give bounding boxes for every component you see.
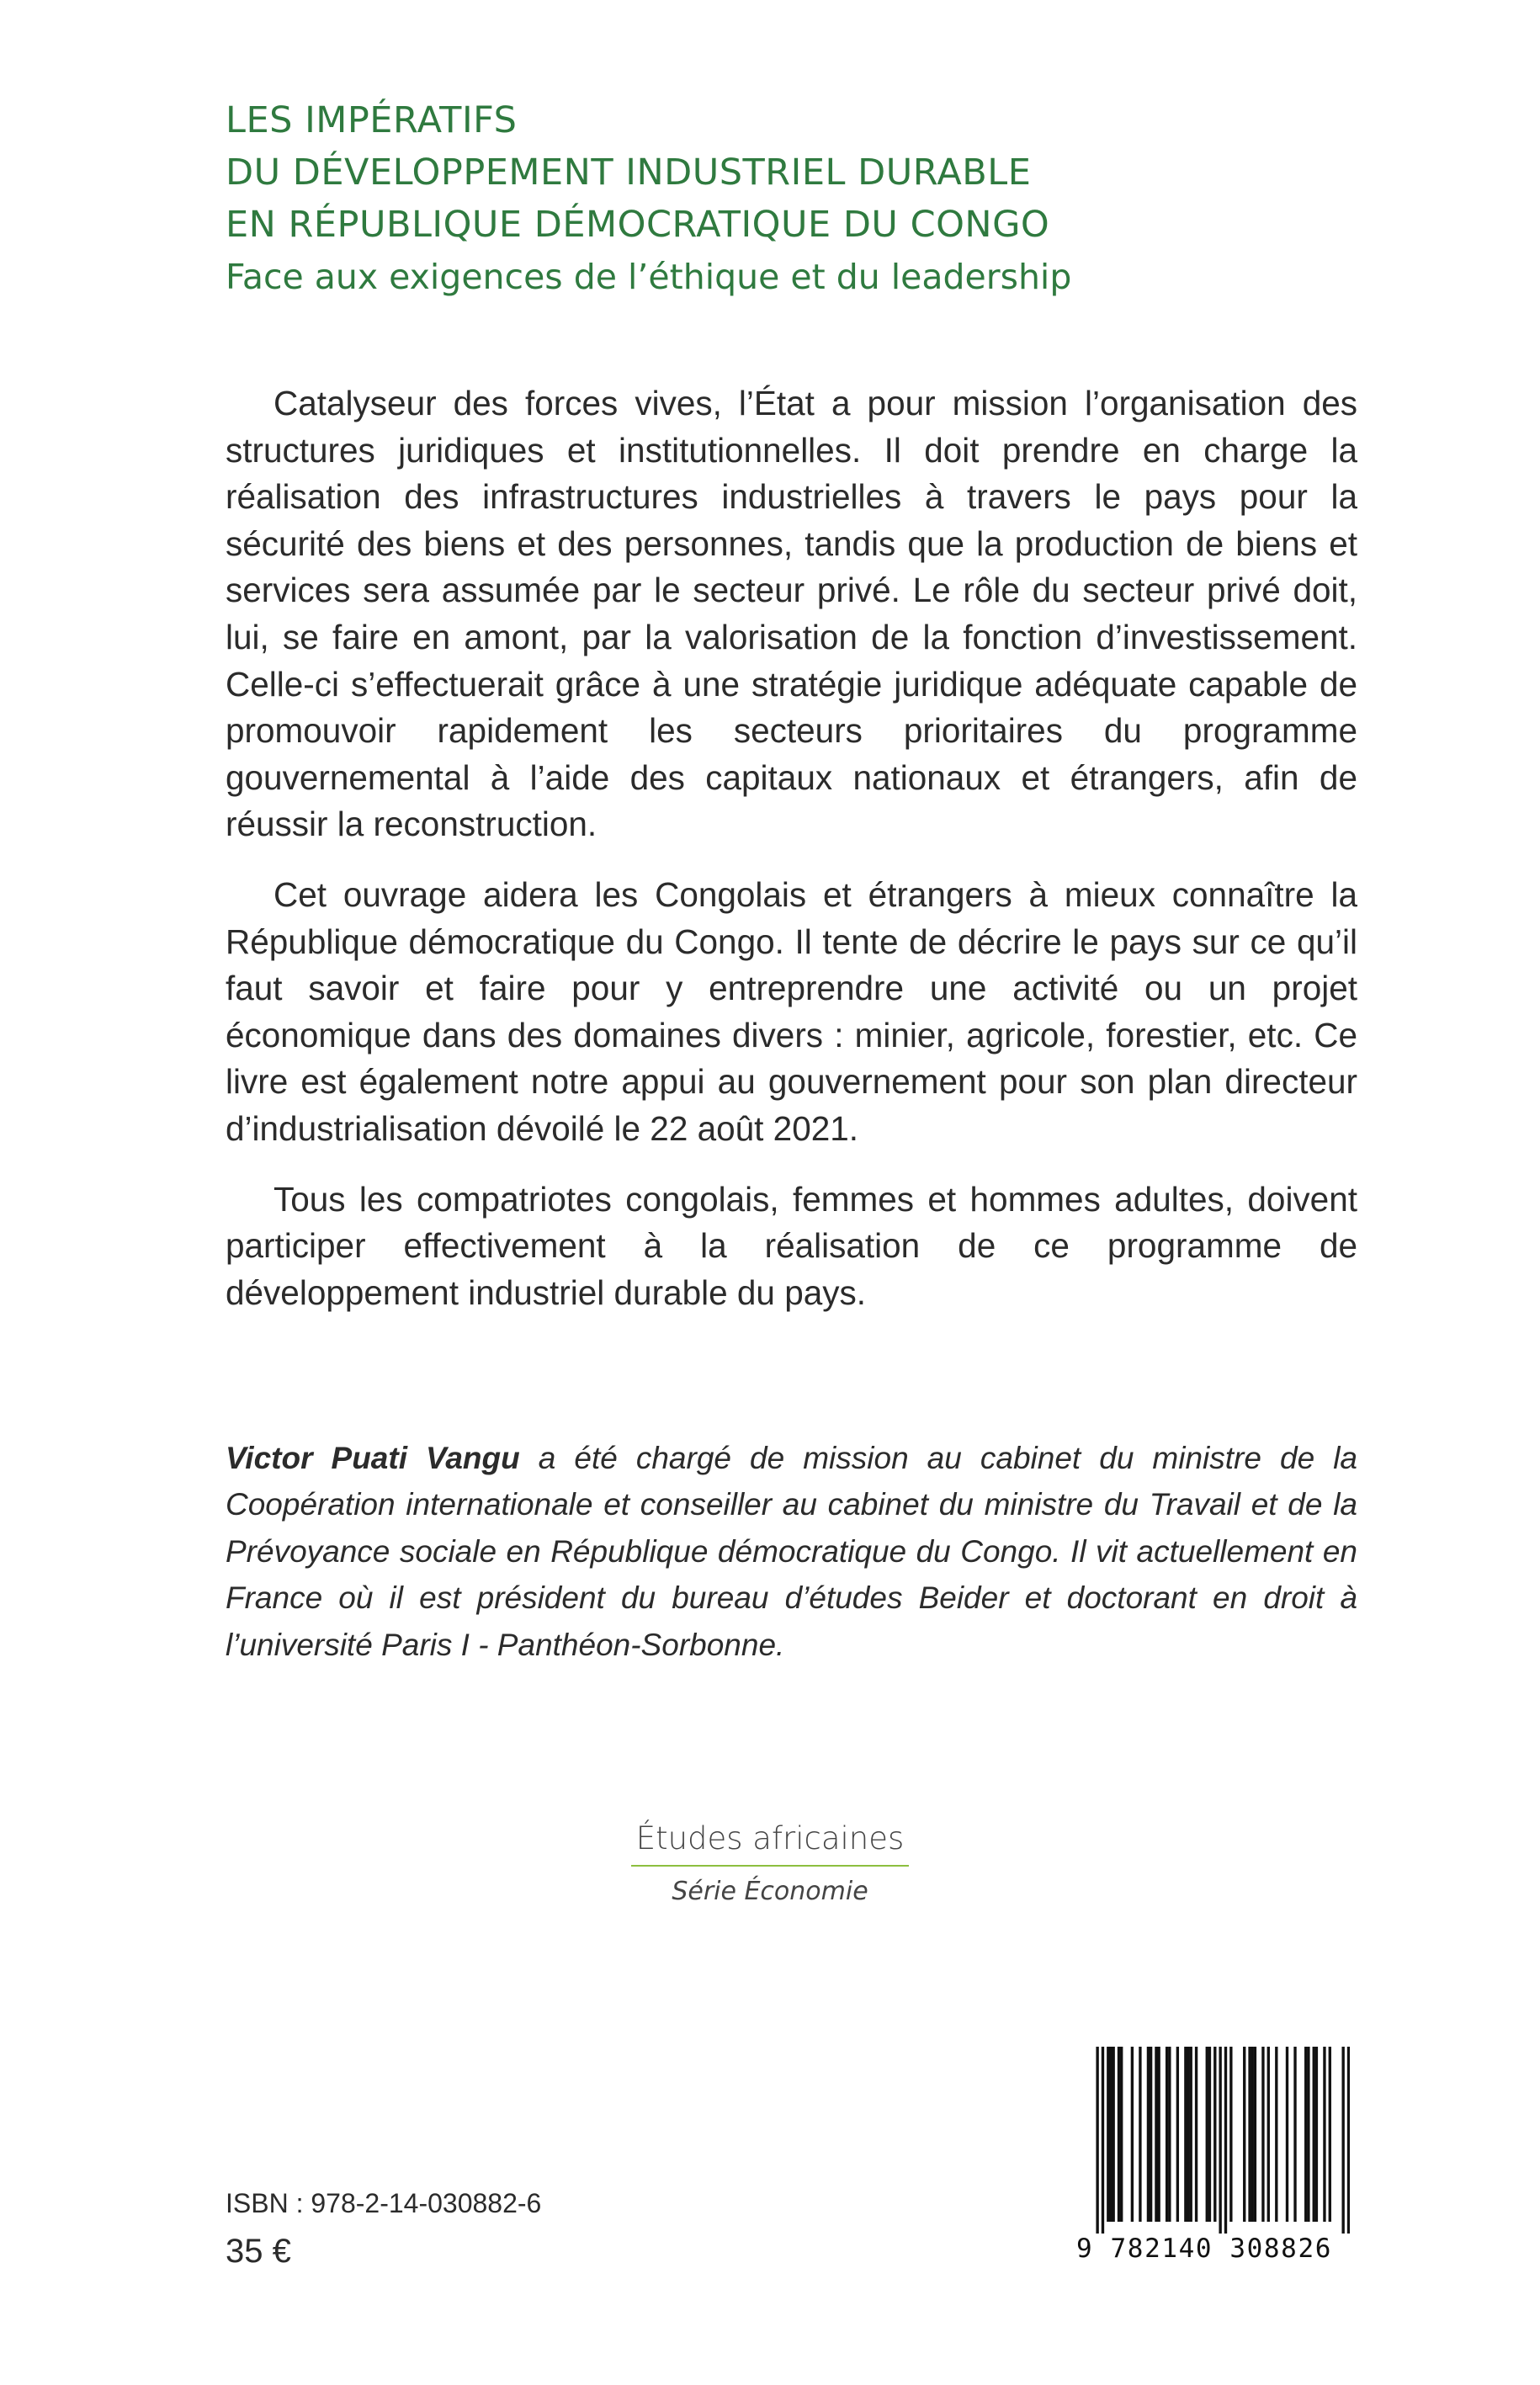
back-cover-blurb — [226, 380, 1357, 1340]
barcode-bar — [1109, 2047, 1112, 2222]
barcode-bar — [1307, 2047, 1309, 2222]
barcode-bar — [1190, 2047, 1192, 2222]
author-bio-text: a été chargé de mission au cabinet du ministre de la Coopération internationale et conseiller au cabinet du ministre du Travail et de la Prévoyance sociale en République démocratique du Congo. Il vit actuellement en France où il est président du bureau d’études Beider et doctorant en droit à l’université Paris I - Panthéon-Sorbonne. — [226, 1441, 1357, 1662]
barcode-bar — [1329, 2047, 1331, 2222]
barcode-bar — [1206, 2047, 1208, 2222]
barcode-bar — [1118, 2047, 1120, 2222]
barcode-bar — [1155, 2047, 1157, 2222]
collection-name: Études africaines — [635, 1820, 905, 1856]
barcode-bar — [1313, 2047, 1315, 2222]
collection-divider — [631, 1865, 909, 1867]
subtitle: Face aux exigences de l’éthique et du leadership — [226, 257, 1072, 297]
blurb-paragraph-3: Tous les compatriotes congolais, femmes et hommes adultes, doivent participer effectivement à la réalisation de ce programme de développement industriel durable du pays. — [226, 1179, 1357, 1312]
author-name: Victor Puati Vangu — [226, 1441, 520, 1475]
barcode-bar — [1243, 2047, 1245, 2222]
barcode-bar — [1096, 2047, 1098, 2234]
barcode — [1059, 2047, 1350, 2274]
isbn: ISBN : 978-2-14-030882-6 — [226, 2188, 542, 2218]
barcode-bar — [1112, 2047, 1114, 2222]
barcode-bar — [1107, 2047, 1109, 2222]
barcode-bar — [1187, 2047, 1189, 2222]
collection-series: Série Économie — [672, 1877, 868, 1906]
barcode-bar — [1176, 2047, 1179, 2222]
barcode-bar — [1341, 2047, 1344, 2234]
barcode-bar — [1229, 2047, 1232, 2222]
barcode-bar — [1261, 2047, 1264, 2222]
barcode-bar — [1150, 2047, 1152, 2222]
barcode-bar — [1166, 2047, 1168, 2222]
barcode-bar — [1323, 2047, 1325, 2222]
barcode-bars — [1059, 2047, 1350, 2234]
barcode-bar — [1248, 2047, 1251, 2222]
barcode-bar — [1213, 2047, 1216, 2222]
barcode-bar — [1275, 2047, 1277, 2222]
barcode-bar — [1315, 2047, 1318, 2222]
barcode-bar — [1157, 2047, 1160, 2222]
author-bio — [226, 1435, 1357, 1668]
barcode-bar — [1184, 2047, 1187, 2222]
barcode-bar — [1293, 2047, 1296, 2222]
barcode-bar — [1347, 2047, 1350, 2234]
barcode-bar — [1208, 2047, 1211, 2222]
barcode-digits: 9 782140 308826 — [1059, 2234, 1350, 2264]
barcode-bar — [1120, 2047, 1123, 2222]
barcode-bar — [1195, 2047, 1197, 2222]
blurb-paragraph-2: Cet ouvrage aidera les Congolais et étrangers à mieux connaître la République démocratique du Congo. Il tente de décrire le pays sur ce qu’il faut savoir et faire pour y entreprendre une activité ou un projet économique dans des domaines divers : minier, agricole, forestier, etc. Ce livre est également notre appui au gouvernement pour son plan directeur d’industrialisation dévoilé le 22 août 2021. — [226, 874, 1357, 1148]
barcode-bar — [1102, 2047, 1104, 2234]
barcode-bar — [1286, 2047, 1288, 2222]
barcode-bar — [1139, 2047, 1141, 2222]
barcode-bar — [1219, 2047, 1221, 2234]
barcode-bar — [1168, 2047, 1171, 2222]
barcode-bar — [1251, 2047, 1254, 2222]
barcode-bar — [1304, 2047, 1307, 2222]
price: 35 € — [226, 2233, 291, 2270]
barcode-bar — [1147, 2047, 1150, 2222]
barcode-bar — [1267, 2047, 1270, 2222]
barcode-bar — [1131, 2047, 1134, 2222]
blurb-paragraph-1: Catalyseur des forces vives, l’État a pour mission l’organisation des structures juridiques et institutionnelles. Il doit prendre en charge la réalisation des infrastructures industrielles à travers le pays pour la sécurité des biens et des personnes, tandis que la production de biens et services sera assumée par le secteur privé. Le rôle du secteur privé doit, lui, se faire en amont, par la valorisation de la fonction d’investissement. Celle-ci s’effectuerait grâce à une stratégie juridique adéquate capable de promouvoir rapidement les secteurs prioritaires du programme gouvernemental à l’aide des capitaux nationaux et étrangers, afin de réussir la reconstruction. — [226, 384, 1357, 844]
barcode-bar — [1254, 2047, 1256, 2222]
barcode-bar — [1224, 2047, 1227, 2234]
collection-imprint — [623, 1818, 917, 1909]
title-line-1: LES IMPÉRATIFS — [226, 99, 518, 141]
title-line-2: DU DÉVELOPPEMENT INDUSTRIEL DURABLE — [226, 151, 1032, 194]
title-line-3: EN RÉPUBLIQUE DÉMOCRATIQUE DU CONGO — [226, 204, 1050, 246]
title-block — [226, 94, 1336, 303]
